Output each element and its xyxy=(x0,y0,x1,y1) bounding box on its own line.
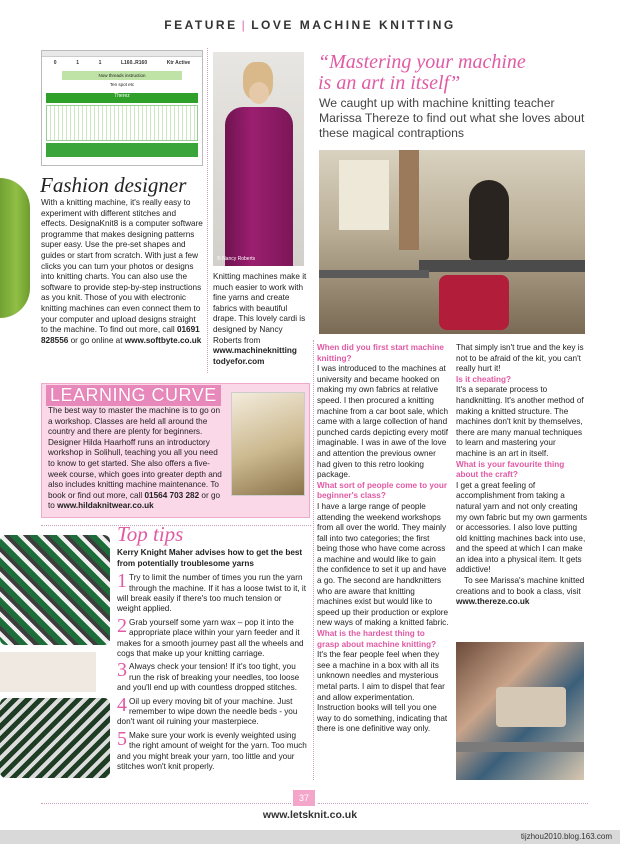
screen-stat: 1 xyxy=(98,60,102,66)
closing-text: To see Marissa's machine knitted creations and to book a class, visit xyxy=(456,576,585,596)
learning-curve-box xyxy=(41,383,310,518)
footer-rule-left xyxy=(41,803,291,804)
knitting-carriage-photo xyxy=(231,392,305,496)
designaknit-screenshot xyxy=(41,50,203,166)
tip-item xyxy=(117,727,307,773)
tip-number: 5 xyxy=(117,727,127,750)
tip-number: 3 xyxy=(117,659,127,682)
tip-text: Always check your tension! If it's too tight, you run the risk of breaking your needles, too loose and you'll end up with countless dropped stitches. xyxy=(117,662,300,693)
online-text: or go online at xyxy=(68,335,125,345)
column-divider xyxy=(207,48,208,373)
quote-line: is an art in itself” xyxy=(318,72,461,94)
machineknitting-link[interactable]: www.machineknitting xyxy=(213,346,297,356)
interview-column-1 xyxy=(317,343,449,735)
page-number: 37 xyxy=(298,793,309,803)
fashion-designer-title: Fashion designer xyxy=(40,173,187,197)
fashion-text: With a knitting machine, it's really easy to experiment with different stitches and effects. DesignaKnit8 is a computer software programme that makes designing patterns super easy. Use the pre-set shapes and guides or start from scratch. With just a few clicks you can turn your photos or designs into knitting charts. You can also use the software to provide step-by-step instructions as you knit. Those of you with electronic knitting machines can even connect them to your computer and upload designs straight to the machine. To find out more, xyxy=(41,198,203,335)
softbyte-phone: 01691 828556 xyxy=(41,325,200,345)
learning-curve-title: LEARNING CURVE xyxy=(46,385,221,406)
answer: I was introduced to the machines at university and became hooked on making my own fabrics at relative speed. I then procured a knitting machine from a car boot sale, which came with a large collection of hand punched cards depicting every motif imaginable. I was in awe of the love and attention the previous owner had given to this retro looking package. xyxy=(317,364,449,480)
section-header xyxy=(0,18,620,32)
tip-text: Try to limit the number of times you run the yarn through the machine. If it has a loose twist to it, it will break easily if there's too much tension or weight applied. xyxy=(117,573,307,614)
screen-line: Now threads instruction xyxy=(62,71,182,80)
tip-number: 2 xyxy=(117,614,127,637)
question: What is your favourite thing about the craft? xyxy=(456,459,565,480)
top-tips-body xyxy=(117,548,307,776)
answer: It's the fear people feel when they see a machine in a box with all its unknown needles and mysterious metal parts. I aim to dispel that fear and allow experimentation. Instruction books will tell you one way to do something, indicating that there is one definitive way only. xyxy=(317,650,448,734)
tip-item xyxy=(117,659,307,693)
column-divider xyxy=(313,340,314,780)
question: What is the hardest thing to grasp about machine knitting? xyxy=(317,629,437,649)
interview-column-2 xyxy=(456,343,588,608)
green-sweater-photo xyxy=(0,178,30,318)
answer: I get a great feeling of accomplishment from taking a natural yarn and not only creating my own fabric but my own garments or accessories. I also love putting old knitting machines back into use, and the speed at which I can make an idea into a physical item. It gets addictive! xyxy=(456,480,588,575)
section-label: FEATURE xyxy=(164,18,238,32)
answer: I have a large range of people attending the weekend workshops from all over the world. They mainly fall into two categories; the first being those who have come across a machine and would like to gain the confidence to set it up and have a go. The second are handknitters who are aware that knitting machines exist but would like to speed up their production or explore new ways of making a knitted fabric. xyxy=(317,501,449,628)
header-separator: | xyxy=(241,18,248,32)
footer-website[interactable]: www.letsknit.co.uk xyxy=(262,809,358,821)
tip-item xyxy=(117,693,307,728)
machineknitting-link-cont[interactable]: todyefor.com xyxy=(213,356,265,366)
standfirst: We caught up with machine knitting teacher Marissa Thereze to find out what she loves about these magical contraptions xyxy=(319,96,585,140)
fashion-designer-body xyxy=(41,198,203,346)
tip-item xyxy=(117,570,307,615)
workshop-photo xyxy=(319,150,585,334)
question: Is it cheating? xyxy=(456,374,512,384)
tip-number: 4 xyxy=(117,693,127,716)
answer: That simply isn't true and the key is not to be afraid of the kit, you can't really hurt it! xyxy=(456,343,584,374)
question: What sort of people come to your beginner's class? xyxy=(317,480,448,501)
caption-text: Knitting machines make it much easier to work with fine yarns and create fabrics with beautiful drape. This lovely cardi is designed by Nancy Roberts from xyxy=(213,272,307,345)
softbyte-link[interactable]: www.softbyte.co.uk xyxy=(124,335,202,345)
footer-rule-right xyxy=(318,803,588,804)
screen-stat: Ktr Active xyxy=(166,60,191,66)
tip-item xyxy=(117,614,307,660)
tip-number: 1 xyxy=(117,570,127,593)
watermark: tijzhou2010.blog.163.com xyxy=(0,830,620,844)
photo-credit: © Nancy Roberts xyxy=(217,256,256,262)
page-number-badge xyxy=(293,790,315,806)
or-text: or go to xyxy=(48,490,221,511)
answer: It's a separate process to handknitting. It's another method of making a knitted structure. The machines don't knit by themselves, there are many manual techniques to learn and mastering your machine is an art in itself. xyxy=(456,385,584,458)
machine-closeup-photo xyxy=(456,642,584,780)
thereze-link[interactable]: www.thereze.co.uk xyxy=(456,597,530,607)
cardigan-caption xyxy=(213,272,307,367)
hilda-phone: 01564 703 282 xyxy=(144,490,200,500)
cardigan-photo xyxy=(213,52,304,266)
screen-stat: 0 xyxy=(53,60,57,66)
question: When did you first start machine knitting? xyxy=(317,343,444,363)
hilda-link[interactable]: www.hildaknitwear.co.uk xyxy=(57,501,154,511)
top-tips-title: Top tips xyxy=(117,522,184,546)
learning-text: The best way to master the machine is to go on a workshop. Classes are held all around the country and there are plenty for beginners. Designer Hilda Haarhoff runs an introductory workshop in Solihull, teaching you all you need to know to get started. She also offers a five-week course, which goes into greater depth and also includes knitting machine maintenance. To book or find out more, call xyxy=(48,406,222,500)
screen-stat: 1 xyxy=(76,60,79,66)
screen-line: Ten spot etc xyxy=(109,82,135,87)
tip-text: Grab yourself some yarn wax – pop it into the appropriate place within your yarn feeder and it makes for a smooth journey past all the wheels and cogs that make up your knitting carriage. xyxy=(117,617,304,659)
knitted-cushions-photo xyxy=(0,530,112,792)
screen-stat: L160..R160 xyxy=(120,60,148,66)
tip-text: Oil up every moving bit of your machine. Just remember to wipe down the needle beds - you don't want oil ruining your masterpiece. xyxy=(117,696,298,727)
tips-intro: Kerry Knight Maher advises how to get the best from potentially troublesome yarns xyxy=(117,548,303,568)
screen-tab: Therez xyxy=(46,93,198,103)
tip-text: Make sure your work is evenly weighted using the right amount of weight for the yarn. Too much and you might break your yarn, too little and your stitches won't knit properly. xyxy=(117,730,307,772)
quote-line: “Mastering your machine xyxy=(318,51,526,73)
call-text: call xyxy=(162,325,177,335)
pull-quote xyxy=(318,52,598,94)
feature-title: LOVE MACHINE KNITTING xyxy=(251,18,456,32)
